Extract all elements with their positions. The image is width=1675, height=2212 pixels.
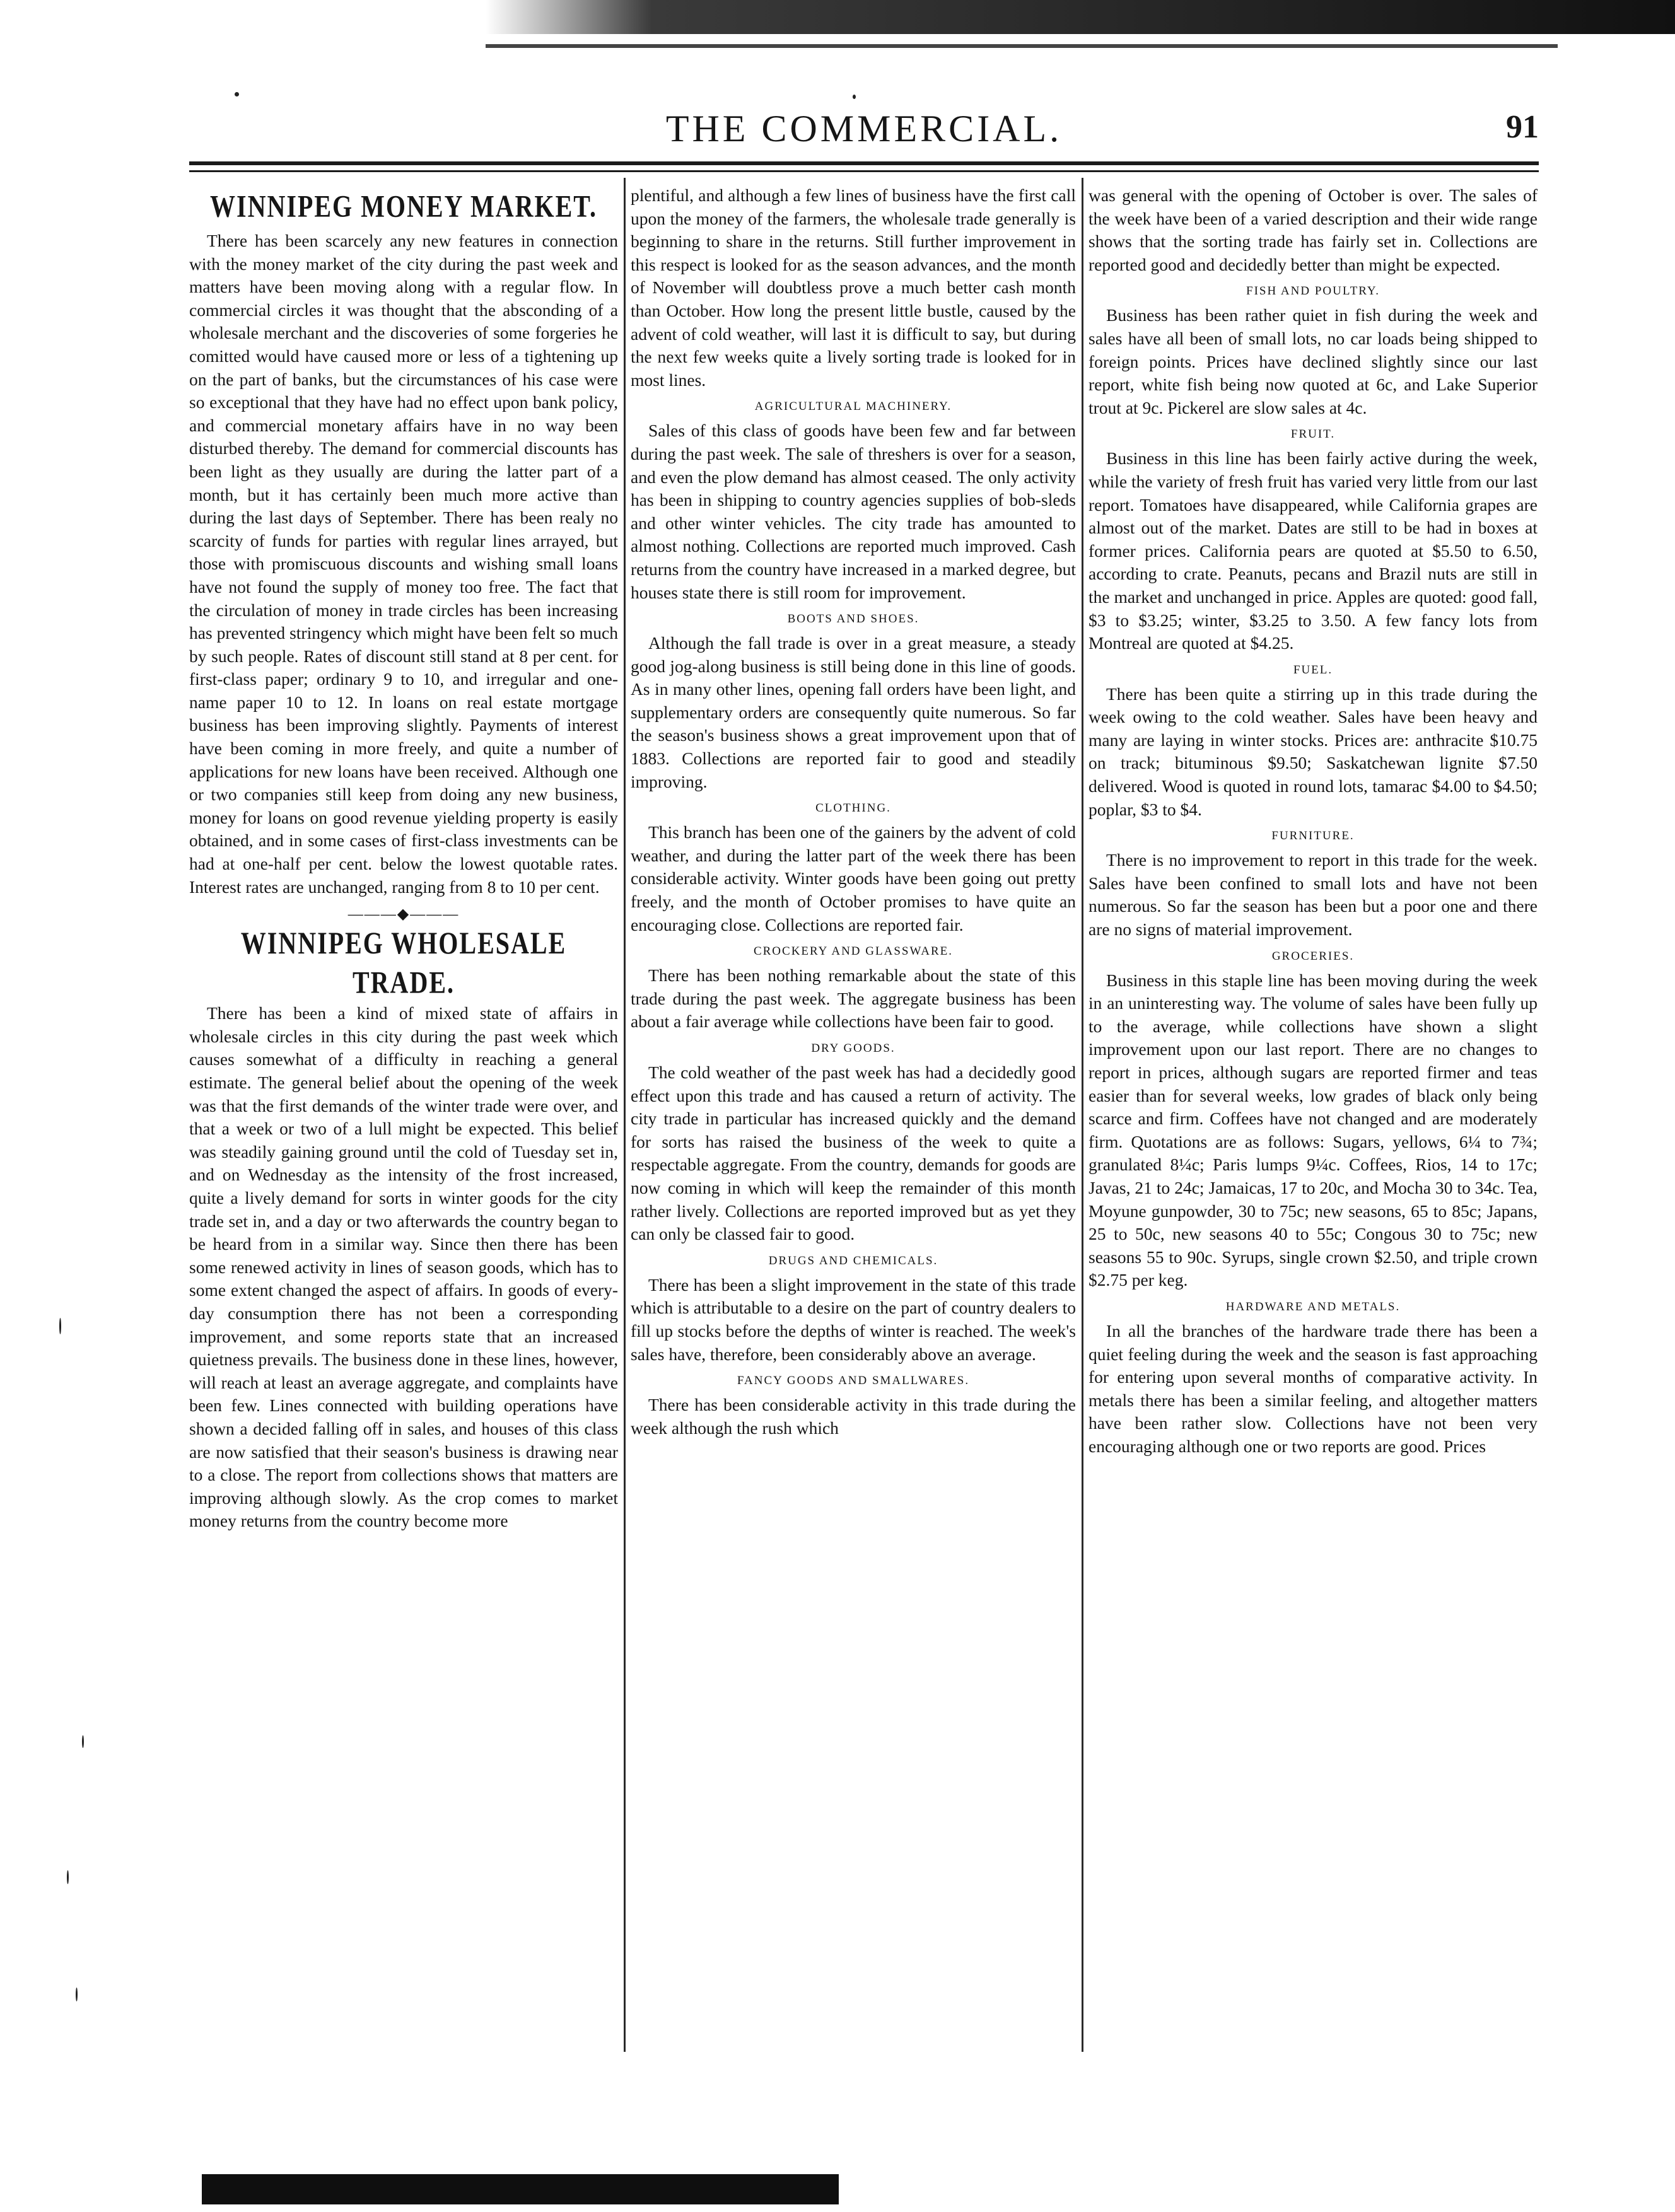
section-text: There is no improvement to report in this trade for the week. Sales have been confined to small lots and have not been numerous. So far the season has been but a poor one and there are no signs of material improvement.: [1088, 850, 1538, 940]
section-heading: DRY GOODS.: [811, 1042, 896, 1055]
article-divider: ———◆———: [347, 906, 460, 923]
column-divider: [1082, 178, 1083, 2052]
section-heading: GROCERIES.: [1271, 949, 1355, 963]
section-heading: HARDWARE AND METALS.: [1225, 1300, 1401, 1313]
headline-money-market: WINNIPEG MONEY MARKET.: [210, 188, 597, 224]
page-header: [189, 107, 1539, 158]
scan-speck: [235, 92, 239, 96]
headline-wholesale-trade: WINNIPEG WHOLESALE TRADE.: [240, 925, 567, 1000]
article-continuation: plentiful, and although a few lines of business have the first call upon the money of the farmers, the wholesale trade generally is beginning to share in the returns. Still further improvement in this respect is looked for as the season advances, and the month of November will doubtless prove a much better cash month than October. How long the present little bustle, caused by the advent of cold weather, will last it is difficult to say, but during the next few weeks quite a lively sorting trade is looked for in most lines.: [631, 185, 1076, 390]
section-heading: AGRICULTURAL MACHINERY.: [754, 400, 952, 414]
column-divider: [624, 178, 626, 2052]
column-2: [631, 184, 1076, 1440]
article-continuation: was general with the opening of October is over. The sales of the week have been of a varied description and their wide range shows that the sorting trade has fairly set in. Collections are reported good and decidedly better than might be expected.: [1088, 185, 1538, 274]
section-heading: FUEL.: [1293, 663, 1333, 677]
section-heading: CROCKERY AND GLASSWARE.: [753, 945, 954, 958]
scan-speck: [59, 1318, 61, 1334]
section-text: Although the fall trade is over in a great measure, a steady good jog-along business is still being done in this line of goods. As in many other lines, opening fall orders have been light, and supplementary orders are consequently quite numerous. So far the season's business shows a great improvement upon that of 1883. Collections are reported fair to good and steadily improving.: [631, 633, 1076, 791]
section-heading: CLOTHING.: [815, 801, 891, 815]
scan-speck: [76, 1988, 78, 2001]
scan-speck: [67, 1870, 69, 1884]
page-title: THE COMMERCIAL.: [665, 108, 1063, 149]
section-heading: BOOTS AND SHOES.: [787, 612, 919, 626]
section-text: There has been considerable activity in this trade during the week although the rush which: [631, 1395, 1076, 1438]
section-text: Business in this line has been fairly active during the week, while the variety of fresh fruit has varied very little from our last report. Tomatoes have disappeared, while California grapes are almost out of the market. Dates are still to be had in boxes at former prices. California pears are quoted at $5.50 to 6.50, according to crate. Peanuts, pecans and Brazil nuts are still in the market and unchanged in price. Apples are quoted: good fall, $3 to $3.25; winter, $3.25 to 3.50. A few fancy lots from Montreal are quoted at $4.25.: [1088, 448, 1538, 653]
column-1: [189, 184, 618, 1533]
section-heading: FURNITURE.: [1271, 829, 1355, 843]
page-number: 91: [1506, 109, 1539, 145]
section-text: Sales of this class of goods have been few and far between during the past week. The sale of threshers is over for a season, and even the plow demand has almost ceased. The only activity has been in shipping to country agencies supplies of bob-sleds and other winter vehicles. The city trade has amounted to almost nothing. Collections are reported much improved. Cash returns from the country have increased in a marked degree, but houses state there is still room for improvement.: [631, 421, 1076, 602]
section-text: There has been a slight improvement in the state of this trade which is attributable to a desire on the part of country dealers to fill up stocks before the depths of winter is reached. The week's sales have, therefore, been considerably above an average.: [631, 1274, 1076, 1364]
scan-speck: [82, 1735, 84, 1748]
section-text: There has been quite a stirring up in this trade during the week owing to the cold weather. Sales have been heavy and many are laying in winter stocks. Prices are: anthracite $10.75 on track; bituminous $9.50; Saskatchewan lignite $7.50 delivered. Wood is quoted in round lots, tamarac $4.00 to $4.50; poplar, $3 to $4.: [1088, 684, 1538, 819]
section-text: This branch has been one of the gainers by the advent of cold weather, and during the latter part of the week there has been considerable activity. Winter goods have been going out pretty freely, and the month of October promises to have quite an encouraging close. Collections are reported fair.: [631, 822, 1076, 934]
article-paragraph: There has been scarcely any new features in connection with the money market of the city during the past week and matters have been moving along with a regular flow. In commercial circles it was thought that the absconding of a wholesale merchant and the discoveries of some forgeries he comitted would have caused more or less of a tightening up on the part of banks, but the circumstances of his case were so exceptional that they have had no effect upon bank policy, and commercial monetary affairs have in no way been disturbed thereby. The demand for commercial discounts has been light as they usually are during the latter part of a month, but it has certainly been much more active than during the last days of September. There has been realy no scarcity of funds for parties with regular lines arrayed, but those with promiscuous discounts and wishing small loans have not found the supply of money too free. The fact that the circulation of money in trade circles has been increasing has prevented stringency which might have been felt so much by such people. Rates of discount still stand at 8 per cent. for first-class paper; ordinary 9 to 10, and irregular and one-name paper 10 to 12. In loans on real estate mortgage business has been improving slightly. Payments of interest have been coming in more freely, and quite a number of applications for new loans have been received. Although one or two companies still keep from doing any new business, money for loans on good revenue yielding property is easily obtained, and in some cases of first-class investments can be had at one-half per cent. below the lowest quotable rates. Interest rates are unchanged, ranging from 8 to 10 per cent.: [189, 231, 618, 897]
article-paragraph: There has been a kind of mixed state of affairs in wholesale circles in this city during the past week which causes somewhat of a difficulty in reaching a general estimate. The general belief about the opening of the week was that the first demands of the winter trade were over, and that a week or two of a lull might be expected. This belief was steadily gaining ground until the cold of Tuesday set in, and on Wednesday as the intensity of the frost increased, quite a lively demand for sorts in winter goods for the city trade set in, and a day or two afterwards the country began to be heard from in a similar way. Since then there has been some renewed activity in lines of season goods, which has to some extent changed the aspect of affairs. In goods of every-day consumption there has not been a corresponding improvement, and some reports state that an increased quietness prevails. The business done in these lines, however, will reach at least an average aggregate, and complaints have been few. Lines connected with building operations have shown a decided falling off in sales, and houses of this class are now satisfied that their season's business is drawing near to a close. The report from collections shows that matters are improving although slowly. As the crop comes to market money returns from the country become more: [189, 1003, 618, 1531]
section-text: There has been nothing remarkable about the state of this trade during the past week. The aggregate business has been about a fair average while collections have been fair to good.: [631, 965, 1076, 1032]
section-text: In all the branches of the hardware trade there has been a quiet feeling during the week and the season is fast approaching for entering upon several months of comparative activity. In metals there has been a similar feeling, and altogether matters have been rather slow. Collections have not been very encouraging although one or two reports are good. Prices: [1088, 1320, 1538, 1456]
section-text: The cold weather of the past week has had a decidedly good effect upon this trade and has caused a return of activity. The city trade in particular has increased quickly and the demand for sorts has raised the business of the week to quite a respectable aggregate. From the country, demands for goods are now coming in which will keep the remainder of this month rather lively. Collections are reported improved but as yet they can only be classed fair to good.: [631, 1062, 1076, 1244]
scan-line-top: [486, 44, 1558, 48]
section-heading: FISH AND POULTRY.: [1246, 284, 1380, 298]
section-heading: DRUGS AND CHEMICALS.: [768, 1254, 938, 1267]
section-heading: FRUIT.: [1290, 428, 1336, 441]
section-heading: FANCY GOODS AND SMALLWARES.: [737, 1374, 970, 1388]
header-rule: [189, 170, 1539, 172]
section-text: Business has been rather quiet in fish during the week and sales have all been of small lots, no car loads being shipped to foreign points. Prices have declined slightly since our last report, white fish being now quoted at 6c, and Lake Superior trout at 9c. Pickerel are slow sales at 4c.: [1088, 305, 1538, 417]
scan-smudge-top: [486, 0, 1675, 34]
section-text: Business in this staple line has been moving during the week in an uninteresting way. The volume of sales have been fully up to the average, while collections have shown a slight improvement upon our last report. There are no changes to report in prices, although sugars are reported firmer and teas easier than for several weeks, low grades of black only being scarce and firm. Coffees have not changed and are moderately firm. Quotations are as follows: Sugars, yellows, 6¼ to 7¾; granulated 8¼c; Paris lumps 9¼c. Coffees, Rios, 14 to 17c; Javas, 21 to 24c; Jamaicas, 17 to 20c, and Mocha 30 to 34c. Tea, Moyune gunpowder, 30 to 75c; new seasons, 65 to 85c; Japans, 25 to 50c, new seasons 40 to 55c; Congous 30 to 75c; new seasons 55 to 90c. Syrups, single crown $2.50, and triple crown $2.75 per keg.: [1088, 970, 1538, 1290]
header-rule: [189, 161, 1539, 165]
scan-speck: [853, 95, 856, 99]
column-3: [1088, 184, 1538, 1458]
scan-smudge-bottom: [202, 2174, 839, 2204]
